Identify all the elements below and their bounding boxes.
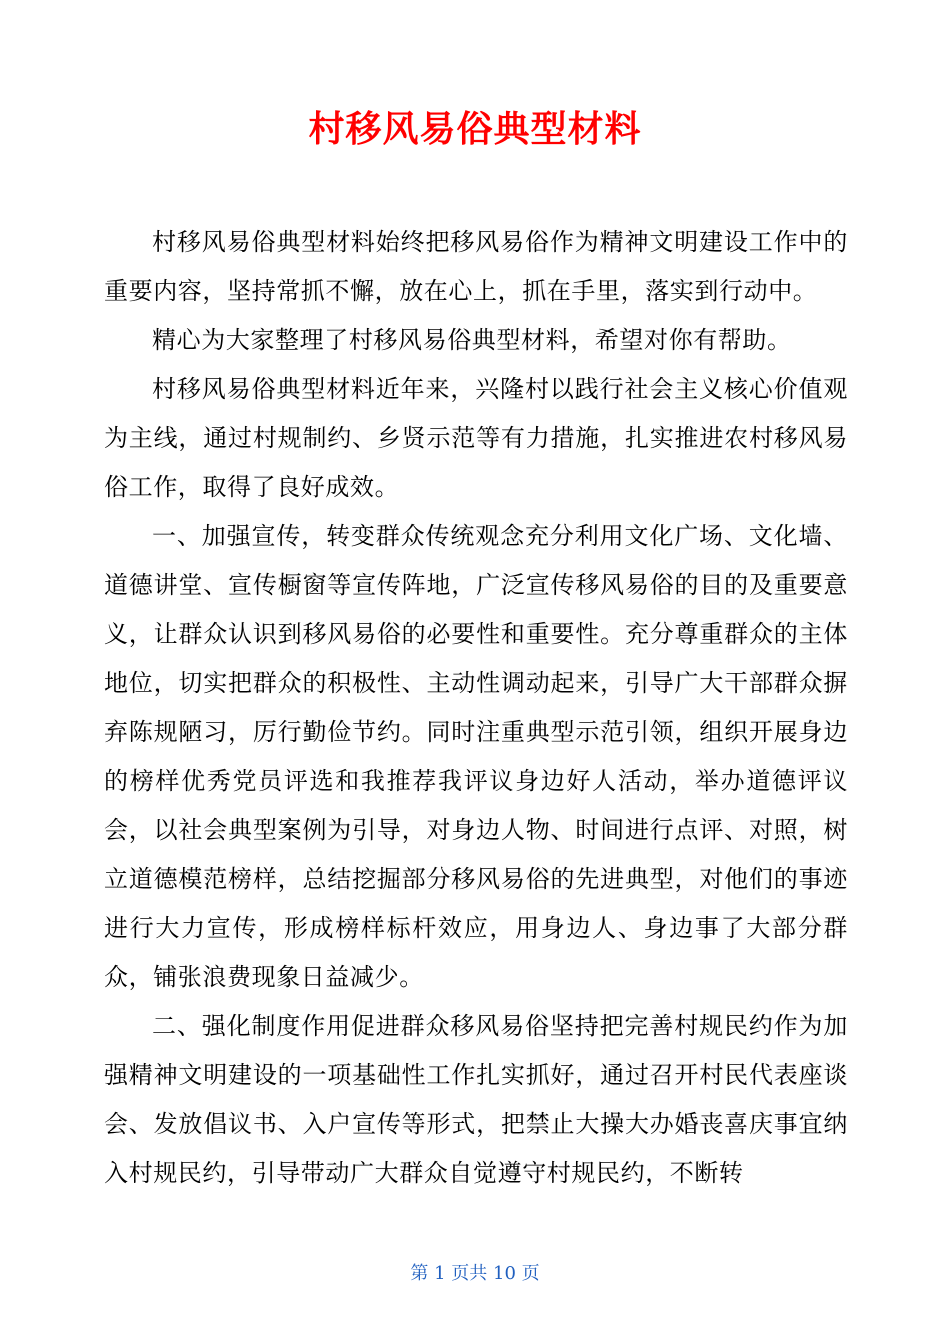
paragraph: 精心为大家整理了村移风易俗典型材料，希望对你有帮助。: [152, 326, 792, 354]
document-title: 村移风易俗典型材料: [308, 109, 642, 150]
paragraph: 村移风易俗典型材料始终把移风易俗作为精神文明建设工作中的重要内容，坚持常抓不懈，放在心上，抓在手里，落实到行动中。: [104, 228, 848, 305]
document-body: [104, 218, 848, 1198]
paragraph: 二、强化制度作用促进群众移风易俗坚持把完善村规民约作为加强精神文明建设的一项基础性工作扎实抓好，通过召开村民代表座谈会、发放倡议书、入户宣传等形式，把禁止大操大办婚丧喜庆事宜纳入村规民约，引导带动广大群众自觉遵守村规民约，不断转: [104, 1012, 848, 1187]
paragraph: 一、加强宣传，转变群众传统观念充分利用文化广场、文化墙、道德讲堂、宣传橱窗等宣传阵地，广泛宣传移风易俗的目的及重要意义，让群众认识到移风易俗的必要性和重要性。充分尊重群众的主体地位，切实把群众的积极性、主动性调动起来，引导广大干部群众摒弃陈规陋习，厉行勤俭节约。同时注重典型示范引领，组织开展身边的榜样优秀党员评选和我推荐我评议身边好人活动，举办道德评议会，以社会典型案例为引导，对身边人物、时间进行点评、对照，树立道德模范榜样，总结挖掘部分移风易俗的先进典型，对他们的事迹进行大力宣传，形成榜样标杆效应，用身边人、身边事了大部分群众，铺张浪费现象日益减少。: [104, 522, 848, 991]
page-footer: 第 1 页共 10 页: [410, 1263, 540, 1284]
paragraph: 村移风易俗典型材料近年来，兴隆村以践行社会主义核心价值观为主线，通过村规制约、乡贤示范等有力措施，扎实推进农村移风易俗工作，取得了良好成效。: [104, 375, 848, 501]
